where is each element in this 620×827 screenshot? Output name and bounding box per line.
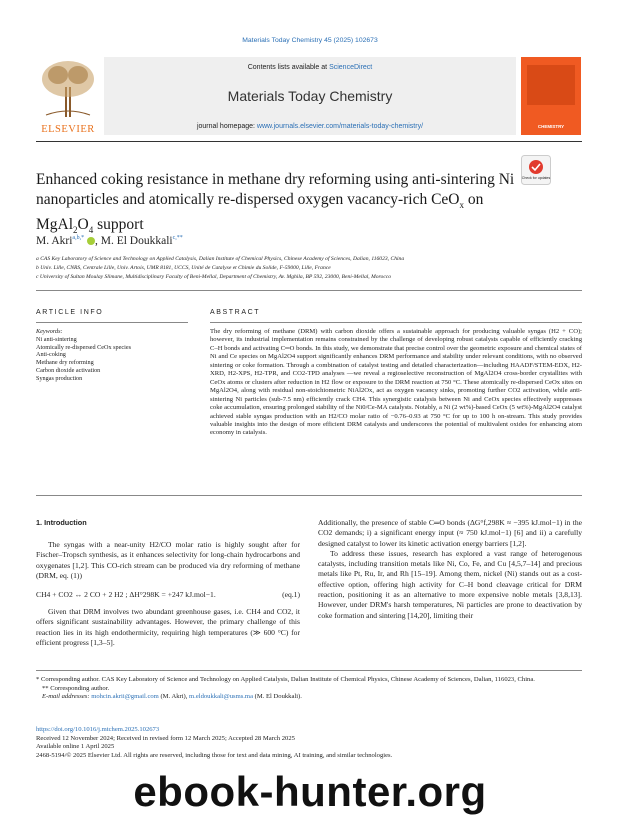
keyword-item: Atomically re-dispersed CeOx species xyxy=(36,343,132,351)
email-link-2[interactable]: m.eldoukkali@usms.ma xyxy=(189,693,253,701)
equation-label: (eq.1) xyxy=(282,590,300,599)
abstract-text: The dry reforming of methane (DRM) with carbon dioxide offers a sustainable approach for producing valuable syngas (H2 + CO); however, its industrial implementation remains constrained by the challenge of developing robust catalysts capable of efficiently cracking C–H bonds and activating C═O bonds. In this study, we demonstrate that precise control over the geometric exposure and chemical states of Ni and Ce species on MgAl2O4 support significantly enhances DRM performance and stability under relevant conditions, with no observed sintering or coke formation. Through a combination of catalyst testing and detailed characterization—including HAADF/STEM-EDX, H2-XRD, H2-XPS, H2-TPR, and CO2-TPD analyses —we reveal a regioselective reconstruction of MgAl2O4 cross-border crystallites with CeOx atoms or clusters after reduction in H2 flow or exposure to the DRM reaction at 750 °C. These atomically re-dispersed CeOx sites on MgAl2O4, along with residual non-stoichiometric NiAl2Ox, act as oxygen vacancy sinks, promoting further CO2 activation, while anti-sintering Ni particles (sub-7.5 nm) efficiently crack CH4. This synergistic catalysis between Ni and CeOx species effectively suppresses coke accumulation, ensuring prolonged stability of the Ni0/Ce-MA catalysts. Notably, a Ni (2 wt%)-based CeOx (5 wt%)-MgAl2O4 catalyst achieved stable syngas production with an H2/CO molar ratio of −0.76–0.93 at 750 °C for up to 100 h on-stream. This study provides valuable insights into the design of more efficient DRM catalysts and underscores the potential of multivalent oxides for enhancing atom economy in catalysis. xyxy=(210,328,582,437)
elsevier-wordmark: ELSEVIER xyxy=(41,124,95,135)
journal-citation-link[interactable]: Materials Today Chemistry 45 (2025) 102673 xyxy=(242,37,378,44)
footnote-2: ** Corresponding author. xyxy=(42,684,110,692)
elsevier-tree-icon xyxy=(36,57,100,119)
check-for-updates-button[interactable] xyxy=(521,155,551,185)
keyword-item: Anti-coking xyxy=(36,351,66,359)
footnote-rule xyxy=(36,670,582,671)
cover-graphic xyxy=(527,65,575,105)
available-online: Available online 1 April 2025 xyxy=(36,743,115,750)
intro-right-column xyxy=(318,518,582,621)
intro-left-column xyxy=(36,540,300,581)
author-1: M. Akri xyxy=(36,235,73,247)
header-divider xyxy=(36,141,582,142)
elsevier-logo xyxy=(36,57,100,135)
footnote-1: * Corresponding author. CAS Key Laboratory of Science and Technology on Applied Catalysis, Dalian Institute of Chemical Physics, Chinese Academy of Sciences, Dalian, 116023, China. xyxy=(36,676,535,683)
check-updates-icon xyxy=(521,155,551,185)
homepage-link[interactable]: www.journals.elsevier.com/materials-today-chemistry/ xyxy=(256,123,424,130)
footnotes xyxy=(36,676,582,702)
keyword-item: Ni anti-sintering xyxy=(36,335,77,343)
author-2: M. El Doukkali xyxy=(100,235,173,247)
email-line xyxy=(36,693,582,702)
article-info-rule xyxy=(36,322,188,323)
affiliation-c: c University of Sultan Moulay Slimane, Multidisciplinary Faculty of Beni-Mellal, Department of Chemistry, Av. Mghila, BP 592, 23000, Beni-Mellal, Morocco xyxy=(36,274,392,280)
copyright: 2468-5194/© 2025 Elsevier Ltd. All rights are reserved, including those for text and data mining, AI training, and similar technologies. xyxy=(36,751,393,759)
equation-1 xyxy=(36,590,300,599)
keyword-item: Carbon dioxide activation xyxy=(36,366,101,374)
affiliation-a: a CAS Key Laboratory of Science and Technology on Applied Catalysis, Dalian Institute of Chemical Physics, Chinese Academy of Sciences, Dalian, 116023, China xyxy=(36,256,405,262)
check-updates-label: Check for updates xyxy=(521,176,551,180)
email-label: E-mail addresses: xyxy=(42,693,92,701)
article-info-heading: ARTICLE INFO xyxy=(36,309,104,316)
homepage-prefix: journal homepage: xyxy=(196,123,257,130)
journal-cover-image[interactable] xyxy=(521,57,581,135)
orcid-icon[interactable] xyxy=(87,237,95,245)
intro-left-column-2 xyxy=(36,607,300,648)
abstract-heading: ABSTRACT xyxy=(210,309,261,316)
keywords-block xyxy=(36,328,196,383)
sciencedirect-link[interactable]: ScienceDirect xyxy=(329,64,373,71)
author-1-aff[interactable]: a,b,* xyxy=(72,235,85,242)
email-2-owner: (M. El Doukkali). xyxy=(253,693,302,701)
journal-homepage xyxy=(104,123,516,130)
abstract-rule xyxy=(210,322,582,323)
keyword-item: Syngas production xyxy=(36,374,83,382)
journal-title: Materials Today Chemistry xyxy=(227,88,393,104)
equation-text: CH4 + CO2 ↔ 2 CO + 2 H2 ; ΔH°298K = +247 kJ.mol−1. xyxy=(36,590,216,599)
article-meta xyxy=(36,726,582,760)
doi-link[interactable]: https://doi.org/10.1016/j.mtchem.2025.102673 xyxy=(36,726,160,733)
contents-prefix: Contents lists available at xyxy=(247,64,330,71)
intro-paragraph-2: Given that DRM involves two abundant greenhouse gases, i.e. CH4 and CO2, it offers significant sustainability advantages. However, the primary challenge of this reaction lies in its high endothermicity, requiring high temperatures (≫ 600 °C) for efficient progress [1,3–5]. xyxy=(36,607,300,647)
author-list xyxy=(36,235,183,247)
affiliation-divider xyxy=(36,290,582,291)
email-link-1[interactable]: mohcin.akrii@gmail.com xyxy=(91,693,159,701)
affiliation-b: b Univ. Lille, CNRS, Centrale Lille, Univ. Artois, UMR 8181, UCCS, Unité de Catalyse et Chimie du Solide, F-59000, Lille, France xyxy=(36,265,331,271)
intro-paragraph-1: The syngas with a near-unity H2/CO molar ratio is highly sought after for Fischer–Tropsch synthesis, as it enhances selectivity for long-chain hydrocarbons and oxygenates [1,2]. This CO-rich stream can be produced via dry reforming of methane (DRM, eq. (1)) xyxy=(36,540,300,580)
intro-paragraph-4: To address these issues, research has explored a vast range of heterogenous catalysts, including transition metals like Ni, Co, Fe, and Cu [4,5,7–14] and precious metals like Pt, Ru, Ir, and Rh [15–19]. Among them, nickel (Ni) stands out as a cost-effective option, offering high activity for C–H bond cleavage critical for DRM reaction, positioning it as an alternative to more expensive noble metals [3,8,13]. However, under DRM's harsh temperatures, Ni particles are prone to deactivation by coke formation and sintering [14,20], limiting their xyxy=(318,548,582,620)
article-title: Enhanced coking resistance in methane dry reforming using anti-sintering Ni nanoparticles and atomically re-dispersed oxygen vacancy-rich CeO$_x$ on $MgAl_2O_4$ support xyxy=(36,171,515,236)
watermark: ebook-hunter.org xyxy=(133,768,487,815)
keywords-label: Keywords: xyxy=(36,328,63,335)
intro-paragraph-3: Additionally, the presence of stable C═O bonds (ΔG°f,298K ≈ −395 kJ.mol−1) in the CO2 demands; i) a significant energy input (≈ 750 kJ.mol−1) [6] and ii) a carefully designed catalyst to lower its kinetic activation energy barriers [1,2]. xyxy=(318,518,582,548)
abstract-bottom-rule xyxy=(36,495,582,496)
author-separator: , xyxy=(94,235,101,247)
introduction-heading: 1. Introduction xyxy=(36,518,87,527)
author-2-aff[interactable]: c,** xyxy=(172,235,183,242)
keyword-item: Methane dry reforming xyxy=(36,359,94,367)
received-dates: Received 12 November 2024; Received in revised form 12 March 2025; Accepted 28 March 2025 xyxy=(36,734,295,742)
email-1-owner: (M. Akri), xyxy=(158,693,190,701)
cover-label: CHEMISTRY xyxy=(537,124,565,129)
contents-line xyxy=(104,64,516,71)
